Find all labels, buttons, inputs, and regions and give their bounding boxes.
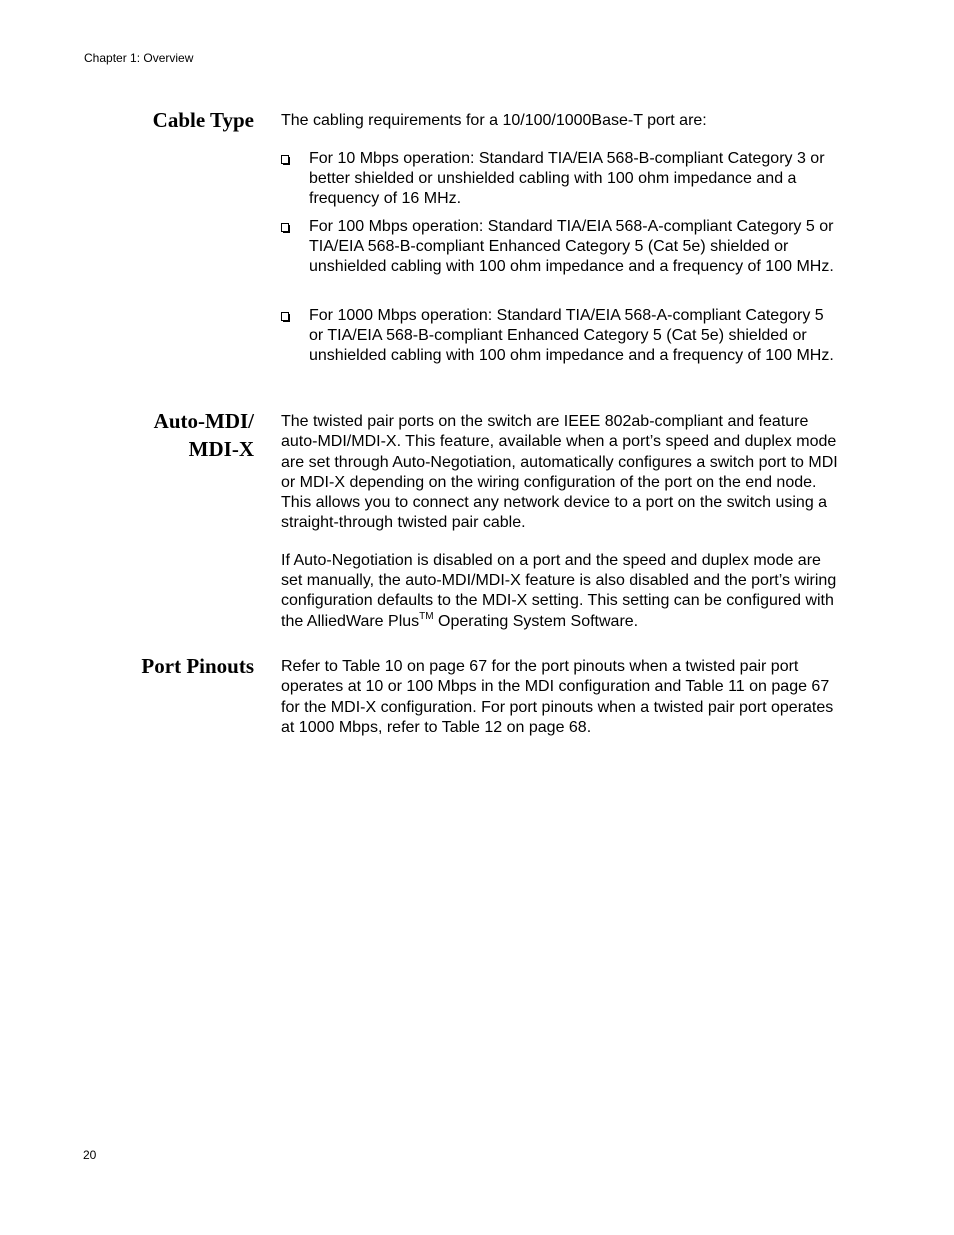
auto-mdi-paragraph-2 (281, 551, 841, 632)
auto-mdi-heading (94, 407, 254, 463)
port-pinouts-paragraph: Refer to Table 10 on page 67 for the port pinouts when a twisted pair port operates at 10 or 100 Mbps in the MDI configuration and Table 11 on page 67 for the MDI-X configuration. For port pinouts when a twisted pair port operates at 1000 Mbps, refer to Table 12 on page 68. (281, 658, 834, 736)
trademark-symbol: TM (419, 610, 434, 622)
checkbox-bullet-icon (281, 223, 290, 233)
list-item (281, 217, 841, 278)
bullet-text: For 10 Mbps operation: Standard TIA/EIA 568-B-compliant Category 3 or better shielded or unshielded cabling with 100 ohm impedance and a frequency of 16 MHz. (309, 150, 825, 208)
list-item (281, 149, 841, 210)
cable-type-intro: The cabling requirements for a 10/100/1000Base-T port are: (281, 112, 707, 129)
auto-mdi-section (281, 412, 841, 632)
cable-type-heading: Cable Type (152, 108, 254, 132)
auto-mdi-heading-line1: Auto-MDI/ (153, 409, 254, 433)
port-pinouts-heading: Port Pinouts (141, 654, 254, 678)
checkbox-bullet-icon (281, 312, 290, 322)
running-header: Chapter 1: Overview (84, 51, 194, 65)
para2-text-end: Operating System Software. (433, 612, 639, 630)
auto-mdi-paragraph-1: The twisted pair ports on the switch are IEEE 802ab-compliant and feature auto-MDI/MDI-X. This feature, available when a port’s speed and duplex mode are set through Auto-Negotiation, automatically configures a switch port to MDI or MDI-X depending on the wiring configuration of the port on the end node. This allows you to connect any network device to a port on the switch using a straight-through twisted pair cable. (281, 413, 838, 532)
bullet-text: For 100 Mbps operation: Standard TIA/EIA 568-A-compliant Category 5 or TIA/EIA 568-B-compliant Enhanced Category 5 (Cat 5e) shielded or unshielded cabling with 100 ohm impedance and a frequency of 100 MHz. (309, 218, 834, 276)
auto-mdi-heading-line2: MDI-X (188, 437, 254, 461)
checkbox-bullet-icon (281, 155, 290, 165)
bullet-text: For 1000 Mbps operation: Standard TIA/EIA 568-A-compliant Category 5 or TIA/EIA 568-B-compliant Enhanced Category 5 (Cat 5e) shielded or unshielded cabling with 100 ohm impedance and a frequency of 100 MHz. (309, 307, 834, 365)
list-item (281, 306, 841, 367)
para2-text: If Auto-Negotiation is disabled on a port and the speed and duplex mode are set manually, the auto-MDI/MDI-X feature is also disabled and the port’s wiring configuration defaults to the MDI-X setting. This setting can be configured with the AlliedWare Plus (281, 551, 837, 630)
page-number: 20 (83, 1148, 97, 1162)
